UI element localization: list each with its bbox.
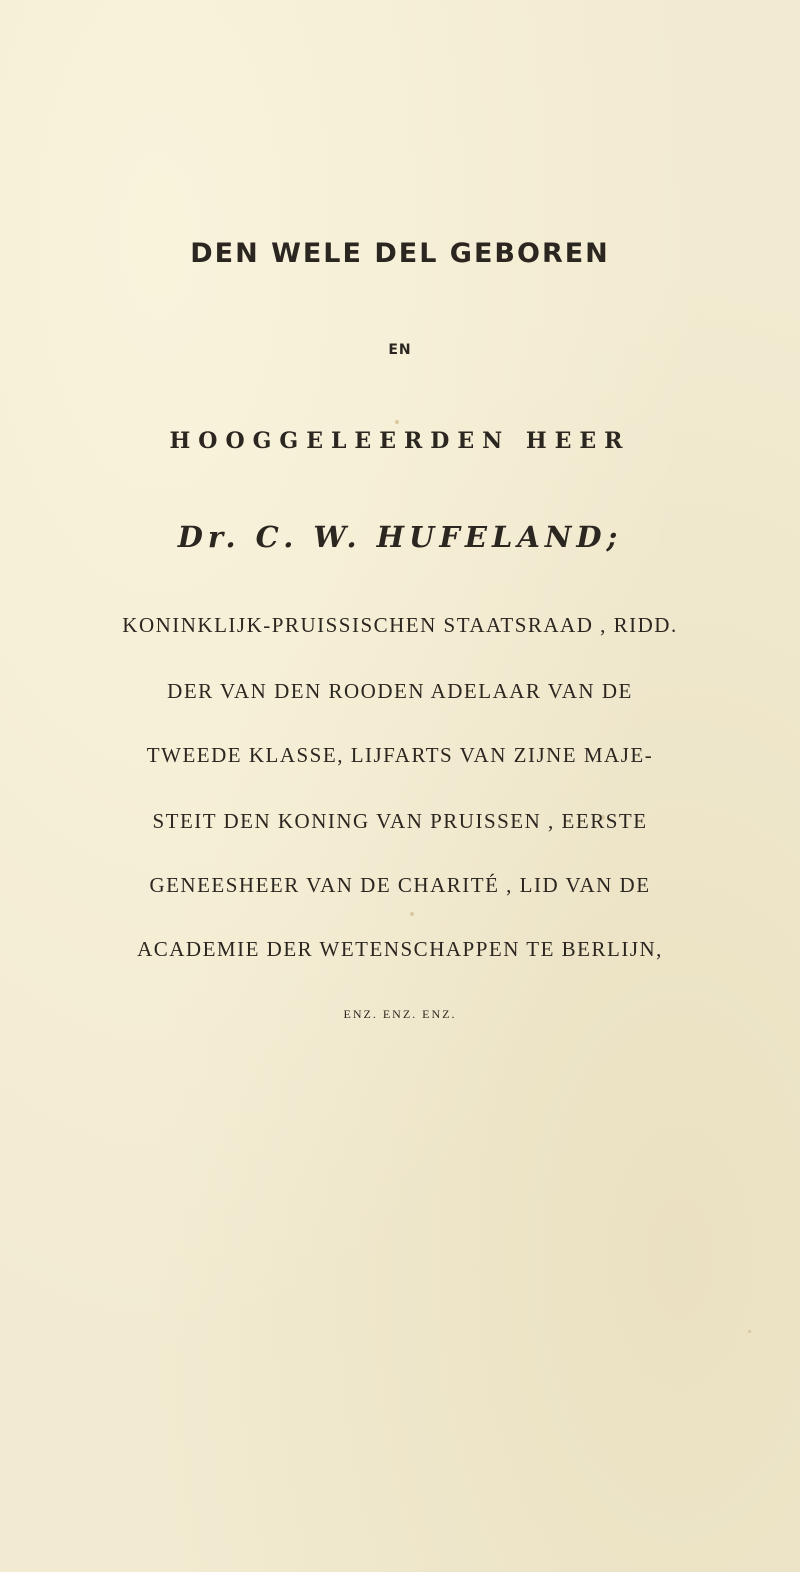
dedicatee-title-line: DER VAN DEN ROODEN ADELAAR VAN DE	[167, 679, 633, 703]
dedicatee-title-line: GENEESHEER VAN DE CHARITÉ , LID VAN DE	[149, 873, 651, 897]
dedicatee-title-line: STEIT DEN KONING VAN PRUISSEN , EERSTE	[152, 809, 648, 833]
paper-speck	[748, 1330, 751, 1333]
dedicatee-name: Dr. C. W. HUFELAND;	[177, 520, 623, 554]
paper-speck	[410, 912, 414, 916]
dedicatee-title-line: ACADEMIE DER WETENSCHAPPEN TE BERLIJN,	[137, 937, 663, 961]
dedicatee-title-line: KONINKLIJK-PRUISSISCHEN STAATSRAAD , RIDD.	[122, 613, 678, 637]
closing-etcetera: ENZ. ENZ. ENZ.	[343, 1007, 457, 1021]
dedication-title-line-1: DEN WELE DEL GEBOREN	[190, 238, 610, 269]
paper-speck	[395, 420, 399, 424]
dedication-title-line-3: HOOGGELEERDEN HEER	[169, 428, 631, 454]
dedicatee-title-line: TWEEDE KLASSE, LIJFARTS VAN ZIJNE MAJE-	[146, 743, 654, 767]
dedication-title-line-2: EN	[388, 342, 412, 358]
